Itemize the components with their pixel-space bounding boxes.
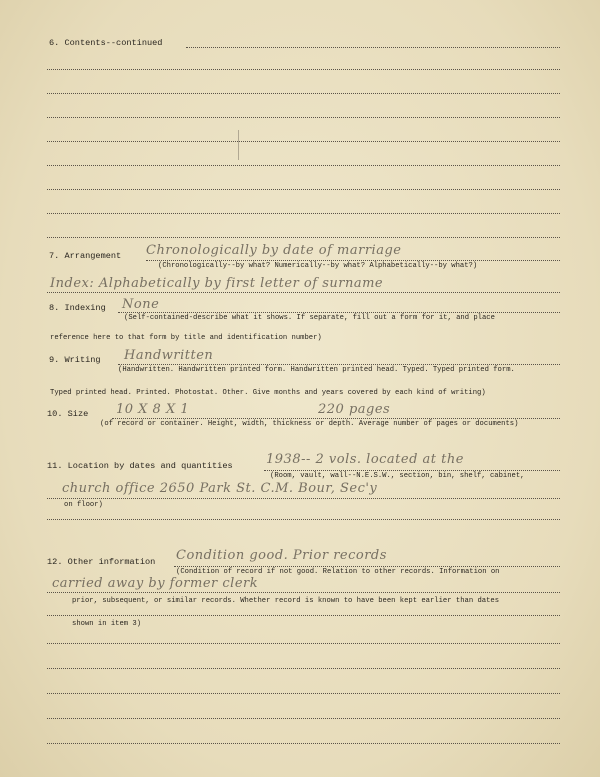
indexing-handwritten: None — [122, 297, 160, 312]
arrangement-handwritten: Chronologically by date of marriage — [146, 243, 402, 258]
other-information-handwritten-2: carried away by former clerk — [52, 576, 259, 591]
indexing-guide: (Self-contained-describe what it shows. If separate, fill out a form for it, and place — [124, 314, 495, 322]
size-handwritten: 10 X 8 X 1 — [116, 402, 190, 417]
location-line-2 — [47, 498, 560, 499]
arrangement-line — [146, 260, 560, 261]
size-label: 10. Size — [47, 409, 89, 419]
contents-line — [186, 47, 560, 48]
other-information-handwritten: Condition good. Prior records — [176, 548, 387, 563]
blank-line — [47, 668, 560, 669]
contents-line — [47, 213, 560, 214]
contents-line — [47, 141, 560, 142]
other-information-label: 12. Other information — [47, 557, 156, 567]
arrangement-label: 7. Arrangement — [49, 251, 122, 261]
location-handwritten: 1938-- 2 vols. located at the — [266, 452, 464, 467]
size-guide: (of record or container. Height, width, thickness or depth. Average number of pages or documents) — [100, 420, 519, 428]
other-information-guide: (Condition of record if not good. Relation to other records. Information on — [176, 568, 500, 576]
location-guide: (Room, vault, wall--N.E.S.W., section, bin, shelf, cabinet, — [270, 472, 525, 480]
indexing-guide-2: reference here to that form by title and identification number) — [50, 334, 322, 342]
indexing-line — [118, 312, 560, 313]
contents-line — [47, 117, 560, 118]
writing-label: 9. Writing — [49, 355, 101, 365]
other-information-guide-2: prior, subsequent, or similar records. Whether record is known to have been kept earlier than dates — [72, 597, 500, 605]
contents-line — [47, 237, 560, 238]
contents-line — [47, 93, 560, 94]
other-information-line-3 — [47, 615, 560, 616]
vertical-mark — [238, 130, 239, 160]
contents-line — [47, 69, 560, 70]
size-pages-handwritten: 220 pages — [318, 402, 391, 417]
location-line-3 — [47, 519, 560, 520]
writing-line — [118, 364, 560, 365]
contents-line — [47, 165, 560, 166]
writing-handwritten: Handwritten — [124, 348, 214, 363]
other-information-line — [174, 566, 560, 567]
other-information-line-2 — [47, 592, 560, 593]
arrangement-guide: (Chronologically--by what? Numerically--by what? Alphabetically--by what?) — [158, 262, 478, 270]
contents-line — [47, 189, 560, 190]
arrangement-index-handwritten: Index: Alphabetically by first letter of surname — [50, 276, 384, 291]
indexing-label: 8. Indexing — [49, 303, 106, 313]
location-label: 11. Location by dates and quantities — [47, 461, 233, 471]
writing-guide: (Handwritten. Handwritten printed form. Handwritten printed head. Typed. Typed printed form. — [118, 366, 515, 374]
blank-line — [47, 643, 560, 644]
contents-continued-label: 6. Contents--continued — [49, 38, 163, 48]
blank-line — [47, 718, 560, 719]
location-line — [264, 470, 560, 471]
writing-guide-2: Typed printed head. Printed. Photostat. Other. Give months and years covered by each kind of writing) — [50, 389, 486, 397]
size-line — [112, 418, 560, 419]
location-address-handwritten: church office 2650 Park St. C.M. Bour, Sec'y — [62, 481, 378, 496]
blank-line — [47, 693, 560, 694]
arrangement-line-2 — [47, 292, 560, 293]
location-guide-2: on floor) — [64, 501, 103, 509]
other-information-guide-3: shown in item 3) — [72, 620, 142, 628]
blank-line — [47, 743, 560, 744]
